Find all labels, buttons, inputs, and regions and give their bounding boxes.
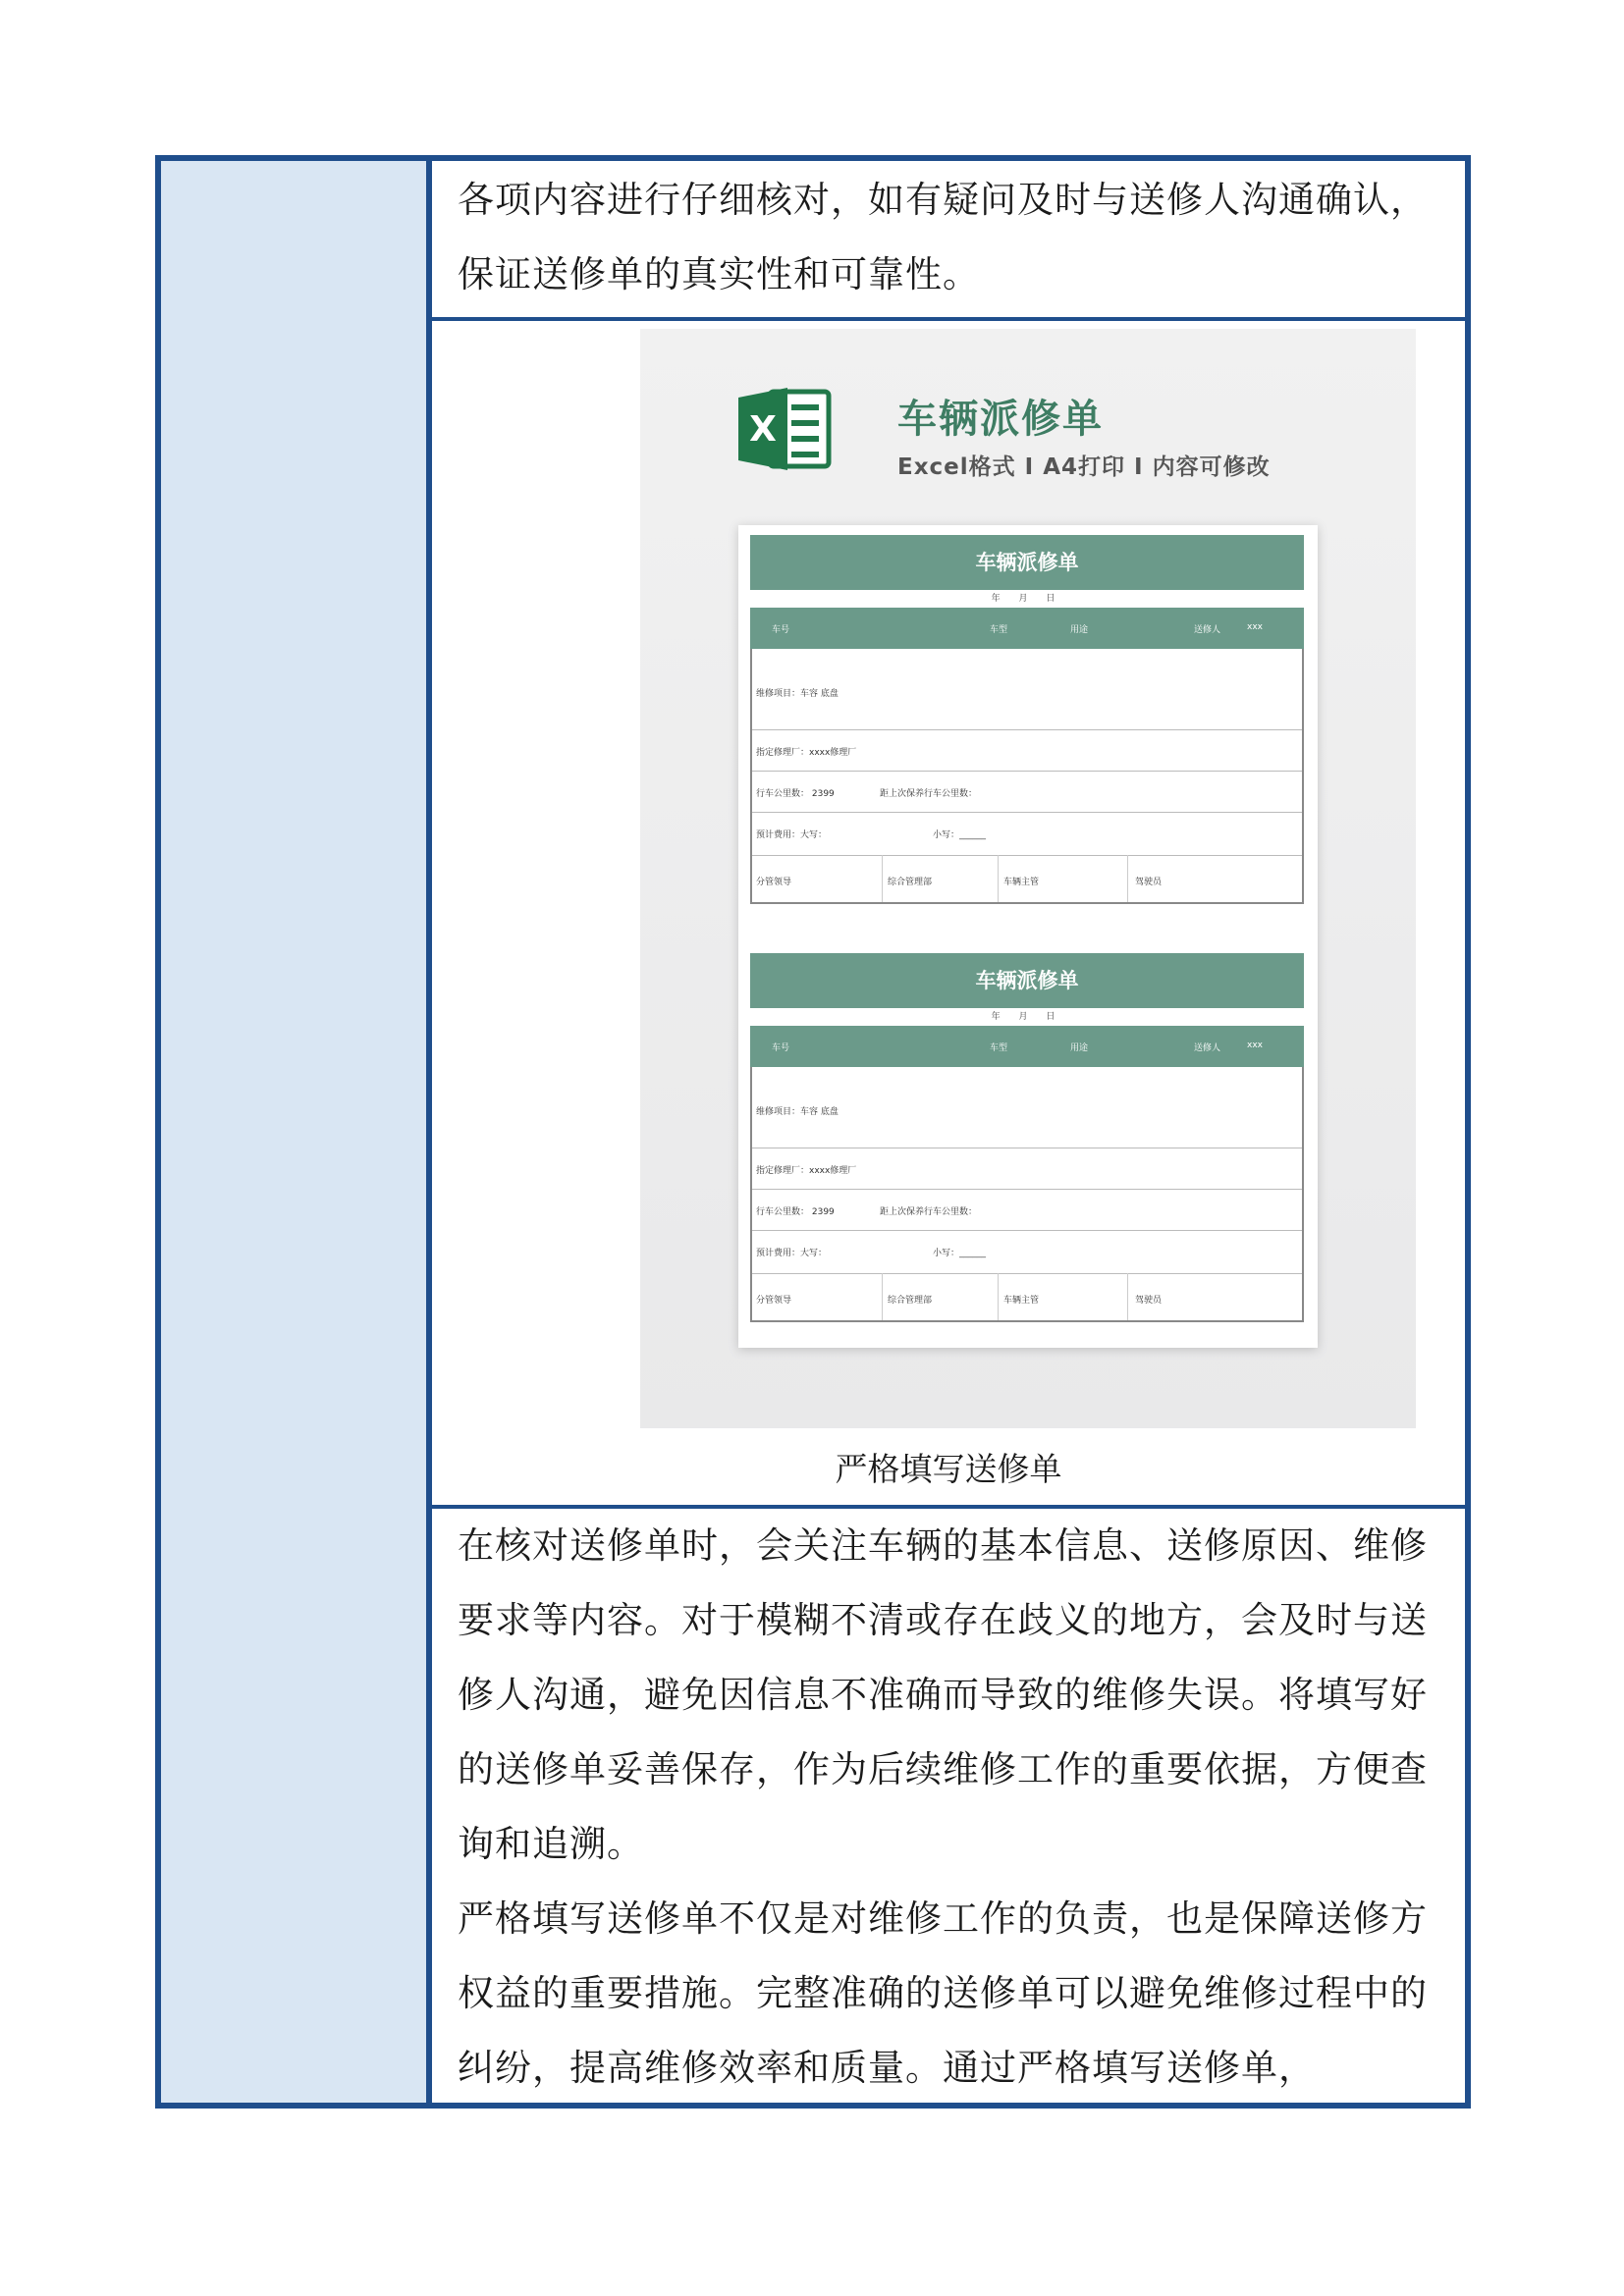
form-title: 车辆派修单 (750, 535, 1304, 590)
sign-leader: 分管领导 (756, 1296, 792, 1306)
table-row (432, 1509, 1465, 2103)
model-label: 车型 (990, 1043, 1008, 1053)
form-header-bar (750, 1026, 1304, 1067)
embedded-screenshot (640, 329, 1416, 1428)
sender-value: xxx (1247, 622, 1263, 632)
screenshot-subtitle: Excel格式 I A4打印 I 内容可修改 (897, 454, 1271, 480)
estimated-cost: 预计费用：大写： (756, 1249, 828, 1258)
sender-label: 送修人 (1194, 1043, 1221, 1053)
sign-vehicle-manager: 车辆主管 (1003, 1296, 1040, 1306)
lowercase-cost: 小写：______ (933, 1249, 987, 1258)
form-body (750, 1067, 1304, 1322)
designated-shop: 指定修理厂：xxxx修理厂 (756, 1166, 857, 1176)
model-label: 车型 (990, 625, 1008, 635)
mileage: 行车公里数： 2399 (756, 789, 835, 799)
paragraph-2: 严格填写送修单不仅是对维修工作的负责，也是保障送修方权益的重要措施。完整准确的送修单可以避免维修过程中的纠纷，提高维修效率和质量。通过严格填写送修单， (458, 1897, 1428, 2089)
since-last-service: 距上次保养行车公里数： (880, 789, 978, 799)
sign-admin: 综合管理部 (888, 878, 933, 887)
paragraph-1: 在核对送修单时，会关注车辆的基本信息、送修原因、维修要求等内容。对于模糊不清或存在歧义的地方，会及时与送修人沟通，避免因信息不准确而导致的维修失误。将填写好的送修单妥善保存，作为后续维修工作的重要依据，方便查询和追溯。 (458, 1524, 1428, 1865)
sign-driver: 驾驶员 (1135, 1296, 1163, 1306)
plate-label: 车号 (772, 1043, 790, 1053)
screenshot-title: 车辆派修单 (897, 397, 1104, 442)
right-column (432, 161, 1465, 2103)
image-row (432, 321, 1465, 1509)
left-column (161, 161, 432, 2103)
form-body (750, 649, 1304, 904)
body-text (458, 1509, 1430, 2106)
mileage: 行车公里数： 2399 (756, 1207, 835, 1217)
repair-form (750, 953, 1304, 1322)
repair-form (750, 535, 1304, 904)
sign-driver: 驾驶员 (1135, 878, 1163, 887)
svg-text:X: X (749, 409, 777, 450)
form-title: 车辆派修单 (750, 953, 1304, 1008)
usage-label: 用途 (1070, 1043, 1089, 1053)
sign-admin: 综合管理部 (888, 1296, 933, 1306)
since-last-service: 距上次保养行车公里数： (880, 1207, 978, 1217)
sign-vehicle-manager: 车辆主管 (1003, 878, 1040, 887)
top-paragraph: 各项内容进行仔细核对，如有疑问及时与送修人沟通确认，保证送修单的真实性和可靠性。 (458, 179, 1428, 295)
lowercase-cost: 小写：______ (933, 830, 987, 840)
sender-value: xxx (1247, 1041, 1263, 1050)
repair-item: 维修项目：车容 底盘 (756, 689, 839, 699)
sign-leader: 分管领导 (756, 878, 792, 887)
form-paper (738, 525, 1318, 1348)
usage-label: 用途 (1070, 625, 1089, 635)
form-header-bar (750, 608, 1304, 649)
estimated-cost: 预计费用：大写： (756, 830, 828, 840)
form-date: 年 月 日 (991, 1012, 1063, 1022)
table-row (432, 161, 1465, 321)
image-caption: 严格填写送修单 (835, 1450, 1062, 1488)
designated-shop: 指定修理厂：xxxx修理厂 (756, 748, 857, 758)
sender-label: 送修人 (1194, 625, 1221, 635)
repair-item: 维修项目：车容 底盘 (756, 1107, 839, 1117)
form-date: 年 月 日 (991, 594, 1063, 604)
content-table (155, 155, 1471, 2109)
plate-label: 车号 (772, 625, 790, 635)
excel-icon (736, 384, 835, 474)
